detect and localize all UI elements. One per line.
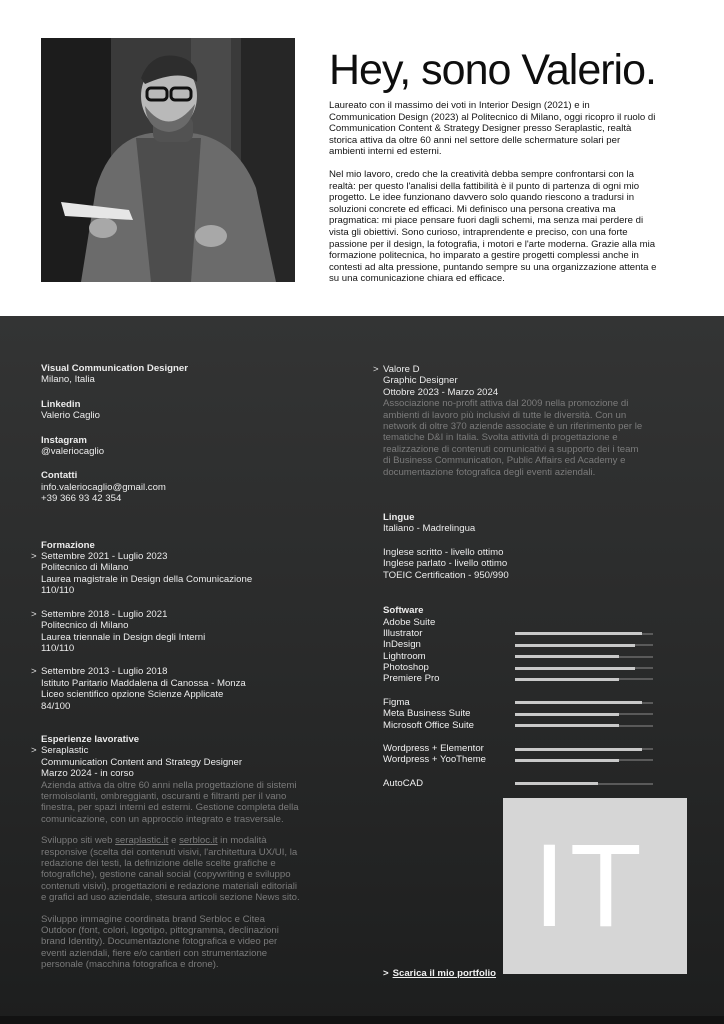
bottom-bar [0, 1016, 724, 1024]
education-period: Settembre 2018 - Luglio 2021 [41, 608, 168, 620]
right-column [373, 364, 663, 789]
education-degree: Liceo scientifico opzione Scienze Applicate [41, 689, 224, 701]
profile-photo [41, 38, 295, 282]
contacts-label: Contatti [41, 470, 78, 482]
software-suite: Adobe Suite [383, 616, 436, 628]
proficiency-fill [515, 759, 619, 762]
education-degree: Laurea triennale in Design degli Interni [41, 631, 206, 643]
language-switch-button[interactable] [503, 798, 687, 974]
portfolio-download-link[interactable] [383, 968, 496, 979]
proficiency-bar [515, 725, 653, 727]
arrow-icon: > [373, 364, 379, 375]
education-period: Settembre 2021 - Luglio 2023 [41, 551, 168, 563]
education-title: Formazione [41, 539, 95, 551]
role-title: Visual Communication Designer [41, 363, 188, 374]
proficiency-bar [515, 748, 653, 750]
software-group [383, 778, 663, 789]
proficiency-fill [515, 678, 619, 681]
instagram-label: Instagram [41, 434, 87, 446]
experience-item [31, 745, 301, 971]
language-native: Italiano - Madrelingua [383, 523, 476, 535]
hero-section [0, 0, 724, 316]
experience-description: Associazione no-profit attiva dal 2009 nella promozione di ambienti di lavoro più inclusivi di tutte le diversità. Con un network di oltre 370 aziende associate è un riferimento per le tematiche D&I in Italia. Svolta attività di progettazione e realizzazione di contenuti comunicativi a supporto dei i team di Business Communication, Public Affairs ed Academy e documentazione fotografica degli eventi aziendali. [383, 398, 643, 478]
language-english-written: Inglese scritto - livello ottimo [383, 546, 504, 558]
intro-paragraph-1: Laureato con il massimo dei voti in Interior Design (2021) e in Communication Design (2023) al Politecnico di Milano, oggi ricopro il ruolo di Communication Content & Strategy Designer presso Seraplastic, realtà storica attiva da oltre 60 anni nel settore delle schermature solari per ambienti interni ed esterni. [329, 100, 656, 158]
software-group [383, 743, 663, 766]
proficiency-bar [515, 713, 653, 715]
experience-desc-1: Azienda attiva da oltre 60 anni nella progettazione di sistemi termoisolanti, ombreggianti, oscuranti e filtranti per il vano finestra, per spazi interni ed esterni. Gestione completa della comunicazione, con un approccio integrato e trasversale. [41, 779, 299, 825]
software-name: Photoshop [383, 662, 429, 674]
profile-block [41, 363, 301, 386]
education-school: Istituto Paritario Maddalena di Canossa - Monza [41, 677, 246, 689]
proficiency-fill [515, 632, 642, 635]
education-grade: 84/100 [41, 700, 71, 712]
seraplastic-link[interactable]: seraplastic.it [115, 835, 169, 847]
proficiency-bar [515, 656, 653, 658]
software-row [383, 673, 663, 684]
location: Milano, Italia [41, 374, 95, 386]
software-name: Premiere Pro [383, 673, 440, 685]
proficiency-bar [515, 702, 653, 704]
experience-description [41, 780, 301, 971]
software-name: Illustrator [383, 627, 423, 639]
software-name: AutoCAD [383, 777, 423, 789]
linkedin-block [41, 399, 301, 422]
proficiency-fill [515, 748, 642, 751]
software-name: Figma [383, 696, 410, 708]
education-degree: Laurea magistrale in Design della Comunicazione [41, 573, 253, 585]
experience-company: Valore D [383, 364, 420, 375]
proficiency-fill [515, 667, 635, 670]
instagram-link[interactable]: @valeriocaglio [41, 446, 105, 458]
portfolio-label: Scarica il mio portfolio [392, 968, 497, 979]
software-row [383, 720, 663, 731]
software-name: Microsoft Office Suite [383, 719, 474, 731]
arrow-icon: > [31, 745, 37, 757]
experience-role: Communication Content and Strategy Designer [41, 756, 243, 768]
arrow-icon: > [31, 551, 37, 563]
email-link[interactable]: info.valeriocaglio@gmail.com [41, 481, 166, 493]
software-row [383, 639, 663, 650]
experience-period: Ottobre 2023 - Marzo 2024 [383, 386, 499, 398]
language-label: IT [533, 820, 646, 952]
software-row [383, 743, 663, 754]
proficiency-bar [515, 667, 653, 669]
desc-text: in modalità responsive (scelta dei contenuti visivi, l'architettura UX/UI, la redazione dei testi, la definizione delle scelte grafiche e fotografiche), gestione canali social (copywriting e sviluppo contenuti visivi), progettazioni e redazione materiali editoriali e grafici ad uso aziendale, stesura articoli sezione News sito. [41, 835, 300, 904]
education-item [31, 608, 301, 655]
language-toeic: TOEIC Certification - 950/990 [383, 569, 509, 581]
proficiency-fill [515, 724, 619, 727]
software-row [383, 708, 663, 719]
languages-title: Lingue [383, 512, 415, 524]
proficiency-fill [515, 713, 619, 716]
proficiency-fill [515, 655, 619, 658]
software-name: InDesign [383, 639, 421, 651]
software-title: Software [383, 605, 424, 617]
proficiency-fill [515, 782, 598, 785]
desc-text: Sviluppo siti web [41, 835, 116, 847]
experience-title: Esperienze lavorative [41, 733, 140, 745]
intro-text [329, 100, 657, 296]
education-school: Politecnico di Milano [41, 620, 129, 632]
education-period: Settembre 2013 - Luglio 2018 [41, 666, 168, 678]
contacts-block [41, 470, 301, 504]
experience-period: Marzo 2024 - in corso [41, 768, 134, 780]
instagram-block [41, 435, 301, 458]
desc-text: e [168, 835, 180, 847]
proficiency-fill [515, 644, 635, 647]
proficiency-bar [515, 759, 653, 761]
software-row [383, 651, 663, 662]
proficiency-bar [515, 644, 653, 646]
education-school: Politecnico di Milano [41, 562, 129, 574]
software-group [383, 697, 663, 731]
proficiency-fill [515, 701, 642, 704]
education-grade: 110/110 [41, 642, 75, 654]
software-row [383, 662, 663, 673]
linkedin-label: Linkedin [41, 398, 81, 410]
software-row [383, 754, 663, 765]
software-name: Meta Business Suite [383, 708, 471, 720]
experience-desc-3: Sviluppo immagine coordinata brand Serbloc e Citea Outdoor (font, colori, logotipo, pittogramma, declinazioni brand Identity). Documentazione fotografica e video per eventi aziendali, fiere e/o cantieri con strumentazione personale (macchina fotografica e drone). [41, 913, 279, 971]
software-row [383, 697, 663, 708]
software-group [383, 628, 663, 685]
phone: +39 366 93 42 354 [41, 493, 122, 505]
software-name: Wordpress + YooTheme [383, 754, 487, 766]
arrow-icon: > [31, 666, 37, 678]
education-grade: 110/110 [41, 585, 75, 597]
intro-paragraph-2: Nel mio lavoro, credo che la creatività debba sempre confrontarsi con la realtà: per questo l'analisi della fattibilità è il punto di partenza di ogni mio progetto. Le idee funzionano davvero solo quando riescono a tradursi in soluzioni concrete ed efficaci. Mi definisco una persona creativa ma pragmatica: mi piace pensare fuori dagli schemi, ma senza mai perdere di vista gli obiettivi. Sono curioso, intraprendente e preciso, con una forte passione per il design, la fotografia, i motori e l'arte moderna. Grazie alla mia formazione politecnica, ho imparato a gestire progetti complessi anche in contesti ad alta pressione, puntando sempre su una organizzazione attenta e su una comunicazione chiara ed efficace. [329, 168, 657, 285]
software-name: Wordpress + Elementor [383, 743, 484, 755]
arrow-icon: > [383, 968, 389, 979]
left-column [31, 363, 301, 981]
experience-role: Graphic Designer [383, 375, 458, 387]
education-item [31, 666, 301, 712]
software-row [383, 778, 663, 789]
language-english-spoken: Inglese parlato - livello ottimo [383, 558, 508, 570]
experience-item [373, 364, 663, 478]
arrow-icon: > [31, 608, 37, 620]
software-name: Lightroom [383, 650, 426, 662]
experience-desc-2 [41, 835, 301, 903]
education-item [31, 551, 301, 597]
proficiency-bar [515, 678, 653, 680]
linkedin-link[interactable]: Valerio Caglio [41, 410, 101, 422]
proficiency-bar [515, 783, 653, 785]
page-title: Hey, sono Valerio. [329, 46, 656, 94]
proficiency-bar [515, 633, 653, 635]
serbloc-link[interactable]: serbloc.it [179, 835, 218, 847]
software-row [383, 628, 663, 639]
experience-company: Seraplastic [41, 745, 89, 757]
